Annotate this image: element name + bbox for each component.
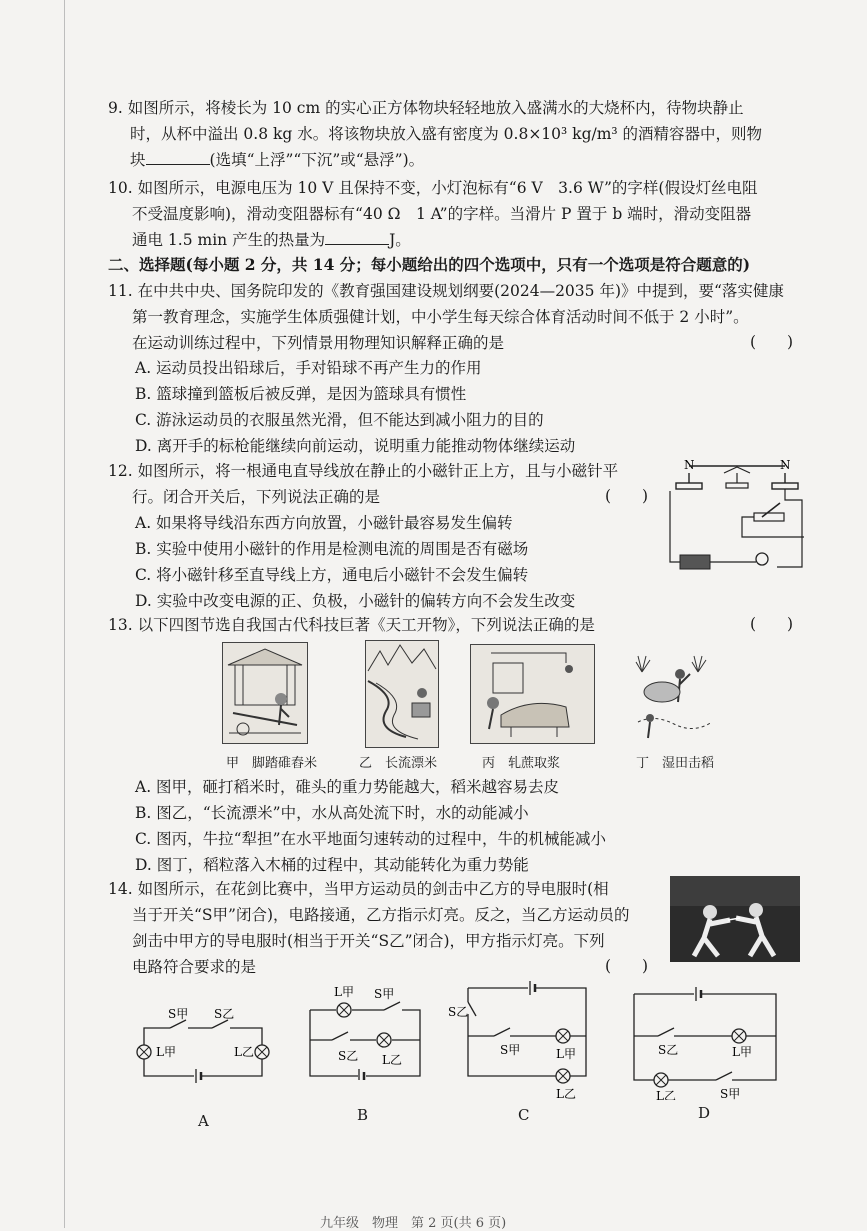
label-s-jia-a: S甲 xyxy=(168,1007,189,1021)
q12-option-b: B. 实验中使用小磁针的作用是检测电流的周围是否有磁场 xyxy=(135,540,529,558)
switch-knife xyxy=(762,503,780,517)
q10-line1: 10. 如图所示，电源电压为 10 V 且保持不变，小灯泡标有“6 V 3.6 W”的字样(假设灯丝电阻 xyxy=(108,179,758,197)
q11-line3: 在运动训练过程中，下列情景用物理知识解释正确的是 xyxy=(132,334,505,352)
label-s-jia-d: S甲 xyxy=(720,1087,741,1100)
binding-margin-line xyxy=(64,0,65,1228)
circuit-d xyxy=(628,980,788,1100)
q12-option-d: D. 实验中改变电源的正、负极，小磁针的偏转方向不会发生改变 xyxy=(135,592,576,610)
q12-answer-bracket[interactable]: ( ) xyxy=(605,487,649,505)
label-l-jia-d: L甲 xyxy=(732,1045,752,1059)
label-s-yi-c: S乙 xyxy=(448,1005,469,1019)
q13-option-b: B. 图乙，“长流漂米”中，水从高处流下时，水的动能减小 xyxy=(135,804,529,822)
label-l-jia-c: L甲 xyxy=(556,1047,576,1061)
q13-line1: 13. 以下四图节选自我国古代科技巨著《天工开物》，下列说法正确的是 xyxy=(108,616,595,634)
q10-line3a: 通电 1.5 min 产生的热量为 xyxy=(132,231,326,249)
q11-line1: 11. 在中共中央、国务院印发的《教育强国建设规划纲要(2024—2035 年)》中提到，要“落实健康 xyxy=(108,282,784,300)
question-10 xyxy=(108,175,808,253)
section-2-heading: 二、选择题(每小题 2 分，共 14 分；每小题给出的四个选项中，只有一个选项是符合题意的) xyxy=(108,255,751,274)
label-s-jia-b: S甲 xyxy=(374,987,395,1001)
image-ding-threshing-rice xyxy=(634,652,714,744)
q9-line3a: 块 xyxy=(130,151,146,169)
label-s-yi-b: S乙 xyxy=(338,1049,359,1063)
q14-answer-bracket[interactable]: ( ) xyxy=(605,957,649,975)
label-l-jia-b: L甲 xyxy=(334,985,354,999)
question-9 xyxy=(108,95,808,173)
circuit-label-d: D xyxy=(698,1104,711,1122)
label-l-jia-a: L甲 xyxy=(156,1045,176,1059)
caption-ding: 丁 湿田击稻 xyxy=(636,756,715,771)
circuit-c xyxy=(446,980,606,1100)
battery xyxy=(680,555,710,569)
q12-line1: 12. 如图所示，将一根通电直导线放在静止的小磁针正上方，且与小磁针平 xyxy=(108,462,619,480)
label-l-yi-a: L乙 xyxy=(234,1045,254,1059)
switch-s-yi-a xyxy=(212,1020,228,1028)
q13-answer-bracket[interactable]: ( ) xyxy=(750,615,794,633)
q12-option-c: C. 将小磁针移至直导线上方，通电后小磁针不会发生偏转 xyxy=(135,566,529,584)
q10-answer-blank[interactable] xyxy=(325,230,389,245)
q9-line3b: (选填“上浮”“下沉”或“悬浮”)。 xyxy=(209,151,425,169)
q14-line3: 剑击中甲方的导电服时(相当于开关“S乙”闭合)，甲方指示灯亮。下列 xyxy=(132,932,605,950)
label-l-yi-d: L乙 xyxy=(656,1089,676,1100)
q13-option-a: A. 图甲，砸打稻米时，碓头的重力势能越大，稻米越容易去皮 xyxy=(135,778,560,796)
question-13 xyxy=(108,612,808,638)
q12-circuit-figure xyxy=(662,455,807,575)
switch-s-jia-a xyxy=(170,1020,186,1028)
q11-option-c: C. 游泳运动员的衣服虽然光滑，但不能达到减小阻力的目的 xyxy=(135,411,544,429)
caption-jia: 甲 脚踏碓舂米 xyxy=(226,756,318,771)
q12-line2: 行。闭合开关后，下列说法正确的是 xyxy=(132,488,381,506)
image-jia-treadle-pestle xyxy=(222,642,308,744)
q11-option-b: B. 篮球撞到篮板后被反弹，是因为篮球具有惯性 xyxy=(135,385,467,403)
question-12 xyxy=(108,458,668,510)
stand-left xyxy=(676,483,702,489)
circuit-b xyxy=(302,980,432,1080)
switch-base xyxy=(754,513,784,521)
image-yi-flowing-water xyxy=(365,640,439,748)
label-s-jia-c: S甲 xyxy=(500,1043,521,1057)
q9-line1: 9. 如图所示，将棱长为 10 cm 的实心正方体物块轻轻地放入盛满水的大烧杯内，待物块静止 xyxy=(108,99,744,117)
q11-line2: 第一教育理念，实施学生体质强健计划，中小学生每天综合体育活动时间不低于 2 小时”。 xyxy=(132,308,749,326)
q12-option-a: A. 如果将导线沿东西方向放置，小磁针最容易发生偏转 xyxy=(135,514,513,532)
page-footer: 九年级 物理 第 2 页(共 6 页) xyxy=(320,1216,507,1231)
q11-answer-bracket[interactable]: ( ) xyxy=(750,333,794,351)
question-11 xyxy=(108,278,808,356)
q13-option-c: C. 图丙，牛拉“犁担”在水平地面匀速转动的过程中，牛的机械能减小 xyxy=(135,830,607,848)
caption-yi: 乙 长流漂米 xyxy=(359,756,438,771)
circuit-label-c: C xyxy=(518,1106,530,1124)
circuit-a xyxy=(130,1006,275,1086)
q9-line2: 时，从杯中溢出 0.8 kg 水。将该物块放入盛有密度为 0.8×10³ kg/m³ 的酒精容器中，则物 xyxy=(130,125,763,143)
q11-option-a: A. 运动员投出铅球后，手对铅球不再产生力的作用 xyxy=(135,359,482,377)
circuit-label-b: B xyxy=(357,1106,369,1124)
q14-line2: 当于开关“S甲”闭合)，电路接通，乙方指示灯亮。反之，当乙方运动员的 xyxy=(132,906,630,924)
question-14 xyxy=(108,876,668,980)
compass-needle xyxy=(724,467,750,473)
label-l-yi-c: L乙 xyxy=(556,1087,576,1100)
q13-option-d: D. 图丁，稻粒落入木桶的过程中，其动能转化为重力势能 xyxy=(135,856,529,874)
label-s-yi-d: S乙 xyxy=(658,1043,679,1057)
label-s-yi-a: S乙 xyxy=(214,1007,235,1021)
caption-bing: 丙 轧蔗取浆 xyxy=(482,756,561,771)
north-label-right: N xyxy=(780,458,791,472)
q10-line2: 不受温度影响)，滑动变阻器标有“40 Ω 1 A”的字样。当滑片 P 置于 b 端时，滑动变阻器 xyxy=(132,205,752,223)
bulb xyxy=(756,553,768,565)
q11-option-d: D. 离开手的标枪能继续向前运动，说明重力能推动物体继续运动 xyxy=(135,437,576,455)
fencing-photo xyxy=(670,876,800,962)
label-l-yi-b: L乙 xyxy=(382,1053,402,1067)
north-label-left: N xyxy=(684,458,695,472)
q14-line4: 电路符合要求的是 xyxy=(132,958,257,976)
q14-line1: 14. 如图所示，在花剑比赛中，当甲方运动员的剑击中乙方的导电服时(相 xyxy=(108,880,609,898)
stand-right xyxy=(772,483,798,489)
q9-answer-blank[interactable] xyxy=(146,150,210,165)
image-bing-sugarcane-press xyxy=(470,644,595,744)
q10-line3b: J。 xyxy=(389,231,411,249)
circuit-label-a: A xyxy=(198,1112,209,1130)
